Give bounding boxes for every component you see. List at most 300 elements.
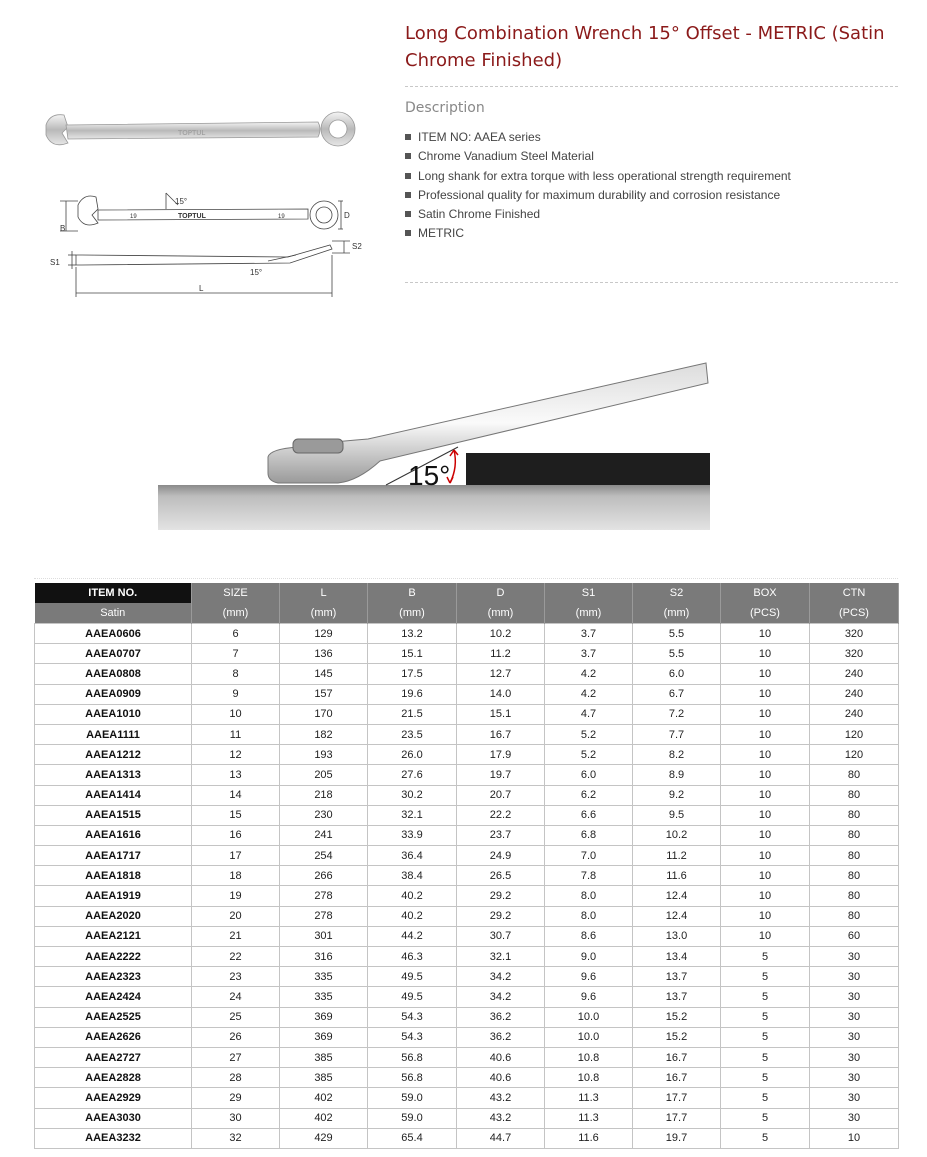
cell-ctn: 80 — [810, 785, 899, 805]
cell-l: 182 — [280, 724, 368, 744]
cell-l: 316 — [280, 947, 368, 967]
cell-box: 5 — [721, 1128, 810, 1148]
cell-ctn: 30 — [810, 1047, 899, 1067]
col-header-s1: S1 — [545, 583, 633, 603]
wrench-top-view — [60, 193, 343, 231]
cell-size: 24 — [192, 987, 280, 1007]
cell-s2: 13.4 — [633, 947, 721, 967]
dim-l-label: L — [199, 284, 204, 293]
cell-box: 10 — [721, 644, 810, 664]
feature-item — [405, 147, 791, 166]
cell-box: 5 — [721, 1108, 810, 1128]
cell-ctn: 80 — [810, 765, 899, 785]
cell-b: 17.5 — [368, 664, 457, 684]
cell-size: 15 — [192, 805, 280, 825]
cell-ctn: 30 — [810, 1007, 899, 1027]
feature-item — [405, 128, 791, 147]
cell-ctn: 80 — [810, 886, 899, 906]
cell-s2: 8.2 — [633, 745, 721, 765]
square-bullet-icon — [405, 134, 411, 140]
cell-b: 59.0 — [368, 1108, 457, 1128]
cell-s1: 11.3 — [545, 1088, 633, 1108]
cell-b: 56.8 — [368, 1047, 457, 1067]
cell-d: 20.7 — [457, 785, 545, 805]
cell-s2: 13.7 — [633, 987, 721, 1007]
feature-text: Long shank for extra torque with less operational strength requirement — [418, 168, 791, 183]
cell-l: 402 — [280, 1108, 368, 1128]
cell-size: 28 — [192, 1068, 280, 1088]
cell-item-no: AAEA2828 — [35, 1068, 192, 1088]
cell-ctn: 30 — [810, 947, 899, 967]
col-subheader-size: (mm) — [192, 603, 280, 624]
cell-s1: 4.2 — [545, 684, 633, 704]
table-row — [35, 926, 899, 946]
cell-item-no: AAEA2121 — [35, 926, 192, 946]
feature-text: Chrome Vanadium Steel Material — [418, 149, 594, 164]
cell-d: 19.7 — [457, 765, 545, 785]
cell-box: 10 — [721, 926, 810, 946]
cell-b: 30.2 — [368, 785, 457, 805]
cell-ctn: 240 — [810, 664, 899, 684]
cell-s1: 8.0 — [545, 906, 633, 926]
cell-box: 10 — [721, 624, 810, 644]
cell-size: 32 — [192, 1128, 280, 1148]
cell-l: 129 — [280, 624, 368, 644]
cell-box: 10 — [721, 745, 810, 765]
cell-box: 10 — [721, 684, 810, 704]
cell-s2: 7.7 — [633, 724, 721, 744]
cell-box: 10 — [721, 765, 810, 785]
feature-list — [405, 128, 791, 244]
cell-item-no: AAEA3232 — [35, 1128, 192, 1148]
cell-l: 170 — [280, 704, 368, 724]
cell-s1: 8.0 — [545, 886, 633, 906]
cell-size: 18 — [192, 866, 280, 886]
cell-d: 12.7 — [457, 664, 545, 684]
cell-item-no: AAEA1414 — [35, 785, 192, 805]
col-subheader-ctn: (PCS) — [810, 603, 899, 624]
cell-size: 29 — [192, 1088, 280, 1108]
cell-b: 59.0 — [368, 1088, 457, 1108]
cell-l: 369 — [280, 1007, 368, 1027]
cell-b: 40.2 — [368, 906, 457, 926]
cell-d: 24.9 — [457, 846, 545, 866]
cell-s2: 9.5 — [633, 805, 721, 825]
cell-item-no: AAEA3030 — [35, 1108, 192, 1128]
cell-s2: 7.2 — [633, 704, 721, 724]
col-subheader-item-no: Satin — [35, 603, 192, 624]
cell-ctn: 30 — [810, 967, 899, 987]
cell-s2: 19.7 — [633, 1128, 721, 1148]
table-row — [35, 664, 899, 684]
col-header-b: B — [368, 583, 457, 603]
table-row — [35, 724, 899, 744]
cell-s1: 8.6 — [545, 926, 633, 946]
cell-box: 5 — [721, 967, 810, 987]
cell-b: 49.5 — [368, 987, 457, 1007]
cell-size: 19 — [192, 886, 280, 906]
dim-s1-label: S1 — [50, 258, 60, 267]
cell-box: 5 — [721, 1047, 810, 1067]
cell-s2: 15.2 — [633, 1007, 721, 1027]
cell-s2: 13.7 — [633, 967, 721, 987]
cell-b: 49.5 — [368, 967, 457, 987]
spec-table — [34, 583, 899, 1149]
cell-s2: 17.7 — [633, 1108, 721, 1128]
cell-s2: 8.9 — [633, 765, 721, 785]
cell-item-no: AAEA2727 — [35, 1047, 192, 1067]
cell-box: 5 — [721, 1007, 810, 1027]
cell-d: 26.5 — [457, 866, 545, 886]
cell-s1: 7.8 — [545, 866, 633, 886]
table-row — [35, 846, 899, 866]
col-subheader-s2: (mm) — [633, 603, 721, 624]
cell-d: 11.2 — [457, 644, 545, 664]
cell-d: 17.9 — [457, 745, 545, 765]
cell-item-no: AAEA0808 — [35, 664, 192, 684]
square-bullet-icon — [405, 230, 411, 236]
cell-item-no: AAEA1717 — [35, 846, 192, 866]
cell-s2: 12.4 — [633, 906, 721, 926]
cell-box: 10 — [721, 724, 810, 744]
cell-box: 10 — [721, 664, 810, 684]
cell-d: 36.2 — [457, 1027, 545, 1047]
cell-s2: 5.5 — [633, 624, 721, 644]
cell-s2: 6.0 — [633, 664, 721, 684]
cell-size: 10 — [192, 704, 280, 724]
feature-item — [405, 224, 791, 243]
cell-b: 40.2 — [368, 886, 457, 906]
cell-ctn: 80 — [810, 866, 899, 886]
cell-size: 12 — [192, 745, 280, 765]
table-row — [35, 1088, 899, 1108]
cell-s1: 6.0 — [545, 765, 633, 785]
cell-item-no: AAEA2020 — [35, 906, 192, 926]
cell-item-no: AAEA2424 — [35, 987, 192, 1007]
cell-s1: 5.2 — [545, 724, 633, 744]
table-row — [35, 1108, 899, 1128]
cell-l: 205 — [280, 765, 368, 785]
col-subheader-b: (mm) — [368, 603, 457, 624]
cell-item-no: AAEA1616 — [35, 825, 192, 845]
cell-s2: 9.2 — [633, 785, 721, 805]
cell-b: 54.3 — [368, 1027, 457, 1047]
table-row — [35, 1128, 899, 1148]
cell-s1: 6.2 — [545, 785, 633, 805]
cell-d: 16.7 — [457, 724, 545, 744]
cell-d: 43.2 — [457, 1108, 545, 1128]
cell-ctn: 240 — [810, 684, 899, 704]
col-header-ctn: CTN — [810, 583, 899, 603]
col-header-size: SIZE — [192, 583, 280, 603]
cell-b: 21.5 — [368, 704, 457, 724]
col-header-item-no: ITEM NO. — [35, 583, 192, 603]
col-header-d: D — [457, 583, 545, 603]
cell-s1: 10.8 — [545, 1068, 633, 1088]
cell-box: 10 — [721, 825, 810, 845]
offset-angle-label: 15° — [408, 460, 451, 491]
product-title: Long Combination Wrench 15° Offset - METRIC (Satin Chrome Finished) — [405, 23, 885, 71]
cell-b: 56.8 — [368, 1068, 457, 1088]
table-row — [35, 1068, 899, 1088]
cell-d: 36.2 — [457, 1007, 545, 1027]
cell-item-no: AAEA2222 — [35, 947, 192, 967]
description-heading: Description — [405, 100, 485, 116]
cell-s2: 6.7 — [633, 684, 721, 704]
cell-l: 136 — [280, 644, 368, 664]
cell-box: 10 — [721, 805, 810, 825]
cell-s1: 10.8 — [545, 1047, 633, 1067]
cell-s2: 13.0 — [633, 926, 721, 946]
cell-l: 335 — [280, 987, 368, 1007]
square-bullet-icon — [405, 173, 411, 179]
table-row — [35, 684, 899, 704]
table-row — [35, 644, 899, 664]
cell-d: 30.7 — [457, 926, 545, 946]
cell-d: 29.2 — [457, 886, 545, 906]
table-row — [35, 805, 899, 825]
col-header-s2: S2 — [633, 583, 721, 603]
cell-item-no: AAEA2525 — [35, 1007, 192, 1027]
cell-l: 402 — [280, 1088, 368, 1108]
drawing-size-mark-right: 19 — [278, 214, 285, 220]
col-subheader-box: (PCS) — [721, 603, 810, 624]
col-subheader-s1: (mm) — [545, 603, 633, 624]
cell-box: 10 — [721, 886, 810, 906]
cell-b: 19.6 — [368, 684, 457, 704]
cell-box: 10 — [721, 866, 810, 886]
cell-l: 385 — [280, 1068, 368, 1088]
table-row — [35, 704, 899, 724]
cell-l: 157 — [280, 684, 368, 704]
cell-ctn: 120 — [810, 724, 899, 744]
cell-l: 254 — [280, 846, 368, 866]
col-subheader-d: (mm) — [457, 603, 545, 624]
cell-box: 10 — [721, 704, 810, 724]
cell-d: 34.2 — [457, 987, 545, 1007]
cell-s2: 11.6 — [633, 866, 721, 886]
cell-box: 5 — [721, 1088, 810, 1108]
wrench-photo — [46, 112, 355, 146]
table-row — [35, 825, 899, 845]
cell-ctn: 320 — [810, 644, 899, 664]
cell-ctn: 30 — [810, 1088, 899, 1108]
cell-d: 14.0 — [457, 684, 545, 704]
table-body — [35, 624, 899, 1149]
section-separator — [34, 578, 898, 579]
cell-d: 29.2 — [457, 906, 545, 926]
cell-ctn: 60 — [810, 926, 899, 946]
cell-l: 266 — [280, 866, 368, 886]
cell-ctn: 120 — [810, 745, 899, 765]
cell-d: 23.7 — [457, 825, 545, 845]
cell-box: 5 — [721, 947, 810, 967]
cell-ctn: 80 — [810, 906, 899, 926]
cell-item-no: AAEA1515 — [35, 805, 192, 825]
cell-b: 26.0 — [368, 745, 457, 765]
cell-d: 40.6 — [457, 1068, 545, 1088]
table-row — [35, 1007, 899, 1027]
drawing-brand: TOPTUL — [178, 213, 206, 220]
cell-s1: 9.6 — [545, 967, 633, 987]
table-row — [35, 987, 899, 1007]
cell-box: 5 — [721, 1027, 810, 1047]
square-bullet-icon — [405, 211, 411, 217]
cell-size: 30 — [192, 1108, 280, 1128]
cell-b: 13.2 — [368, 624, 457, 644]
table-header-row — [35, 583, 899, 603]
cell-b: 65.4 — [368, 1128, 457, 1148]
cell-s1: 3.7 — [545, 644, 633, 664]
cell-size: 13 — [192, 765, 280, 785]
table-row — [35, 1047, 899, 1067]
cell-b: 38.4 — [368, 866, 457, 886]
cell-s2: 17.7 — [633, 1088, 721, 1108]
cell-l: 429 — [280, 1128, 368, 1148]
cell-s1: 10.0 — [545, 1007, 633, 1027]
feature-item — [405, 205, 791, 224]
cell-s1: 11.3 — [545, 1108, 633, 1128]
cell-b: 54.3 — [368, 1007, 457, 1027]
cell-s2: 12.4 — [633, 886, 721, 906]
cell-box: 5 — [721, 1068, 810, 1088]
cell-b: 32.1 — [368, 805, 457, 825]
cell-item-no: AAEA1919 — [35, 886, 192, 906]
cell-b: 33.9 — [368, 825, 457, 845]
cell-l: 369 — [280, 1027, 368, 1047]
cell-size: 26 — [192, 1027, 280, 1047]
photo-brand: TOPTUL — [178, 129, 206, 137]
cell-l: 278 — [280, 906, 368, 926]
product-image — [38, 105, 368, 300]
cell-ctn: 30 — [810, 1108, 899, 1128]
cell-s1: 4.7 — [545, 704, 633, 724]
dim-d-label: D — [344, 211, 350, 220]
cell-size: 14 — [192, 785, 280, 805]
dim-b-label: B — [60, 224, 66, 233]
obstacle-block — [466, 453, 710, 485]
cell-size: 8 — [192, 664, 280, 684]
cell-ctn: 30 — [810, 987, 899, 1007]
cell-s2: 10.2 — [633, 825, 721, 845]
cell-s1: 4.2 — [545, 664, 633, 684]
cell-s2: 15.2 — [633, 1027, 721, 1047]
cell-b: 44.2 — [368, 926, 457, 946]
cell-ctn: 80 — [810, 805, 899, 825]
table-row — [35, 785, 899, 805]
cell-size: 25 — [192, 1007, 280, 1027]
cell-l: 335 — [280, 967, 368, 987]
cell-size: 23 — [192, 967, 280, 987]
feature-item — [405, 167, 791, 186]
divider-bottom — [405, 282, 898, 283]
cell-d: 10.2 — [457, 624, 545, 644]
table-row — [35, 906, 899, 926]
feature-text: ITEM NO: AAEA series — [418, 130, 541, 144]
cell-size: 27 — [192, 1047, 280, 1067]
cell-d: 22.2 — [457, 805, 545, 825]
cell-b: 46.3 — [368, 947, 457, 967]
table-row — [35, 745, 899, 765]
cell-item-no: AAEA2929 — [35, 1088, 192, 1108]
cell-size: 20 — [192, 906, 280, 926]
cell-size: 17 — [192, 846, 280, 866]
cell-d: 43.2 — [457, 1088, 545, 1108]
col-header-box: BOX — [721, 583, 810, 603]
cell-item-no: AAEA0707 — [35, 644, 192, 664]
cell-ctn: 30 — [810, 1068, 899, 1088]
cell-d: 32.1 — [457, 947, 545, 967]
cell-item-no: AAEA1212 — [35, 745, 192, 765]
table-row — [35, 967, 899, 987]
cell-size: 6 — [192, 624, 280, 644]
cell-s1: 7.0 — [545, 846, 633, 866]
table-subheader-row — [35, 603, 899, 624]
cell-box: 10 — [721, 785, 810, 805]
feature-text: METRIC — [418, 226, 464, 241]
wrench-side-view — [68, 241, 350, 297]
cell-s1: 6.6 — [545, 805, 633, 825]
cell-ctn: 80 — [810, 825, 899, 845]
cell-item-no: AAEA1818 — [35, 866, 192, 886]
cell-d: 44.7 — [457, 1128, 545, 1148]
cell-item-no: AAEA0606 — [35, 624, 192, 644]
cell-s2: 5.5 — [633, 644, 721, 664]
cell-d: 40.6 — [457, 1047, 545, 1067]
square-bullet-icon — [405, 192, 411, 198]
cell-s1: 9.6 — [545, 987, 633, 1007]
cell-size: 21 — [192, 926, 280, 946]
col-header-l: L — [280, 583, 368, 603]
cell-s1: 11.6 — [545, 1128, 633, 1148]
cell-s1: 9.0 — [545, 947, 633, 967]
table-row — [35, 866, 899, 886]
table-row — [35, 886, 899, 906]
cell-ctn: 30 — [810, 1027, 899, 1047]
cell-item-no: AAEA1111 — [35, 724, 192, 744]
floor-surface — [158, 485, 710, 530]
cell-item-no: AAEA2323 — [35, 967, 192, 987]
cell-d: 34.2 — [457, 967, 545, 987]
offset-angle-figure — [158, 355, 710, 530]
cell-s2: 16.7 — [633, 1047, 721, 1067]
cell-ctn: 80 — [810, 846, 899, 866]
cell-ctn: 320 — [810, 624, 899, 644]
cell-item-no: AAEA0909 — [35, 684, 192, 704]
cell-item-no: AAEA1010 — [35, 704, 192, 724]
drawing-size-mark-left: 19 — [130, 214, 137, 220]
cell-ctn: 240 — [810, 704, 899, 724]
cell-s2: 11.2 — [633, 846, 721, 866]
cell-b: 36.4 — [368, 846, 457, 866]
table-row — [35, 765, 899, 785]
cell-s2: 16.7 — [633, 1068, 721, 1088]
cell-item-no: AAEA1313 — [35, 765, 192, 785]
table-row — [35, 1027, 899, 1047]
cell-box: 5 — [721, 987, 810, 1007]
feature-text: Satin Chrome Finished — [418, 207, 541, 222]
feature-item — [405, 186, 791, 205]
cell-l: 278 — [280, 886, 368, 906]
cell-s1: 3.7 — [545, 624, 633, 644]
cell-size: 16 — [192, 825, 280, 845]
cell-b: 23.5 — [368, 724, 457, 744]
cell-l: 230 — [280, 805, 368, 825]
cell-l: 385 — [280, 1047, 368, 1067]
product-info — [405, 20, 898, 74]
cell-ctn: 10 — [810, 1128, 899, 1148]
cell-d: 15.1 — [457, 704, 545, 724]
